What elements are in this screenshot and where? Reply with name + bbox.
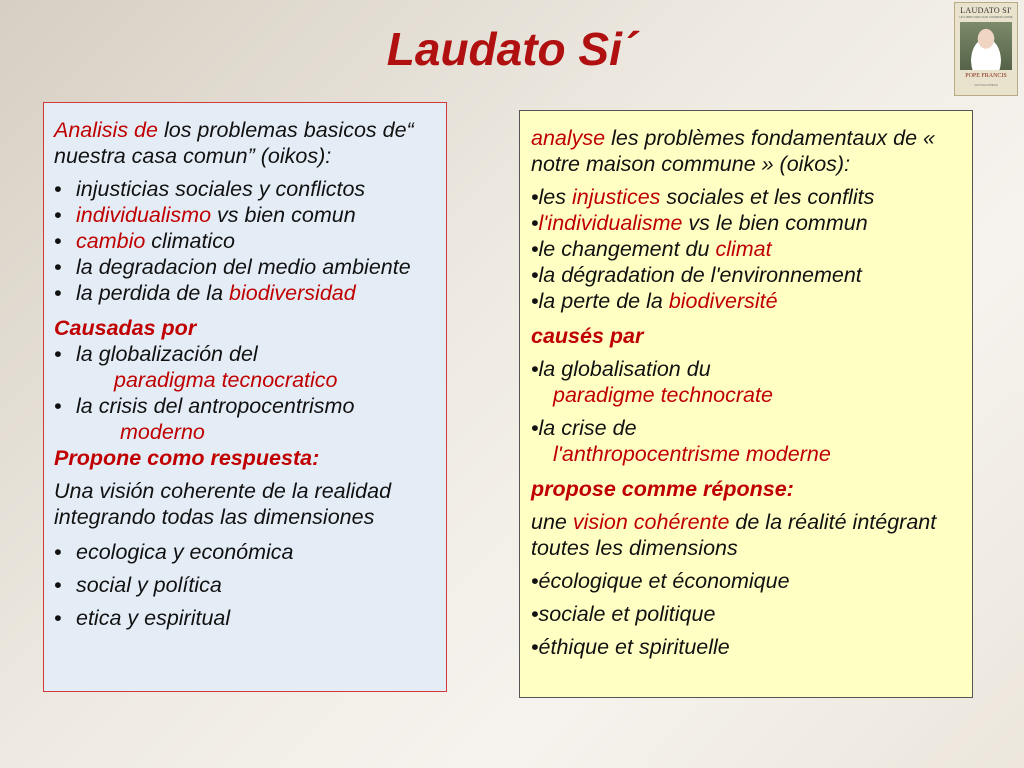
fr-problem-1: •les injustices sociales et les conflits [531,185,875,209]
es-caused-heading: Causadas por [54,316,197,340]
es-problem-1: • injusticias sociales y conflictos [54,177,366,201]
fr-cause-2-continued: l'anthropocentrisme moderne [553,442,831,466]
fr-dimension-1: •écologique et économique [531,569,790,593]
fr-dimension-2: •sociale et politique [531,602,716,626]
es-intro-text: los problemas basicos de“ nuestra casa comun” (oikos): [54,118,414,168]
french-text-box [519,110,973,698]
fr-problem-3: •le changement du climat [531,237,772,261]
fr-intro [531,125,962,177]
es-dimension-1: • ecologica y económica [54,540,294,564]
fr-caused-heading: causés par [531,324,644,348]
es-problem-5: • la perdida de la biodiversidad [54,281,356,305]
spanish-text-box [43,102,447,692]
fr-intro-keyword: analyse [531,126,606,150]
es-problem-3: • cambio climatico [54,229,235,253]
fr-dimension-3: •éthique et spirituelle [531,635,730,659]
es-problem-2: • individualismo vs bien comun [54,203,356,227]
es-problem-4: • la degradacion del medio ambiente [54,255,411,279]
fr-vision: une vision cohérente de la réalité intégrant toutes les dimensions [531,510,937,560]
es-dimension-3: • etica y espiritual [54,606,231,630]
fr-problem-5: •la perte de la biodiversité [531,289,778,313]
es-cause-2: • la crisis del antropocentrismo [54,394,355,418]
es-dimension-2: • social y política [54,573,222,597]
es-intro-keyword: Analisis de [54,118,158,142]
fr-problem-2: •l'individualisme vs le bien commun [531,211,868,235]
book-cover-image [954,2,1018,96]
es-intro [54,117,436,169]
es-cause-2-continued: moderno [120,420,205,444]
fr-propose-heading: propose comme réponse: [531,477,794,501]
cover-footer: VATICAN PRESS [974,83,998,87]
cover-subtitle: UN LIBRO PER OUR COMMON HOME [959,15,1013,19]
cover-author: POPE FRANCIS [965,73,1007,79]
cover-title: LAUDATO SI' [960,6,1012,15]
fr-cause-2: •la crise de [531,416,637,440]
es-cause-1: • la globalización del [54,342,258,366]
es-cause-1-continued: paradigma tecnocratico [114,368,338,392]
fr-intro-text: les problèmes fondamentaux de « notre maison commune » (oikos): [531,126,935,176]
fr-cause-1-continued: paradigme technocrate [553,383,773,407]
pope-portrait-image [960,22,1012,70]
slide-title: Laudato Si´ [386,23,638,75]
fr-cause-1: •la globalisation du [531,357,711,381]
es-propose-heading: Propone como respuesta: [54,446,320,470]
es-vision: Una visión coherente de la realidad integrando todas las dimensiones [54,479,392,529]
fr-problem-4: •la dégradation de l'environnement [531,263,862,287]
